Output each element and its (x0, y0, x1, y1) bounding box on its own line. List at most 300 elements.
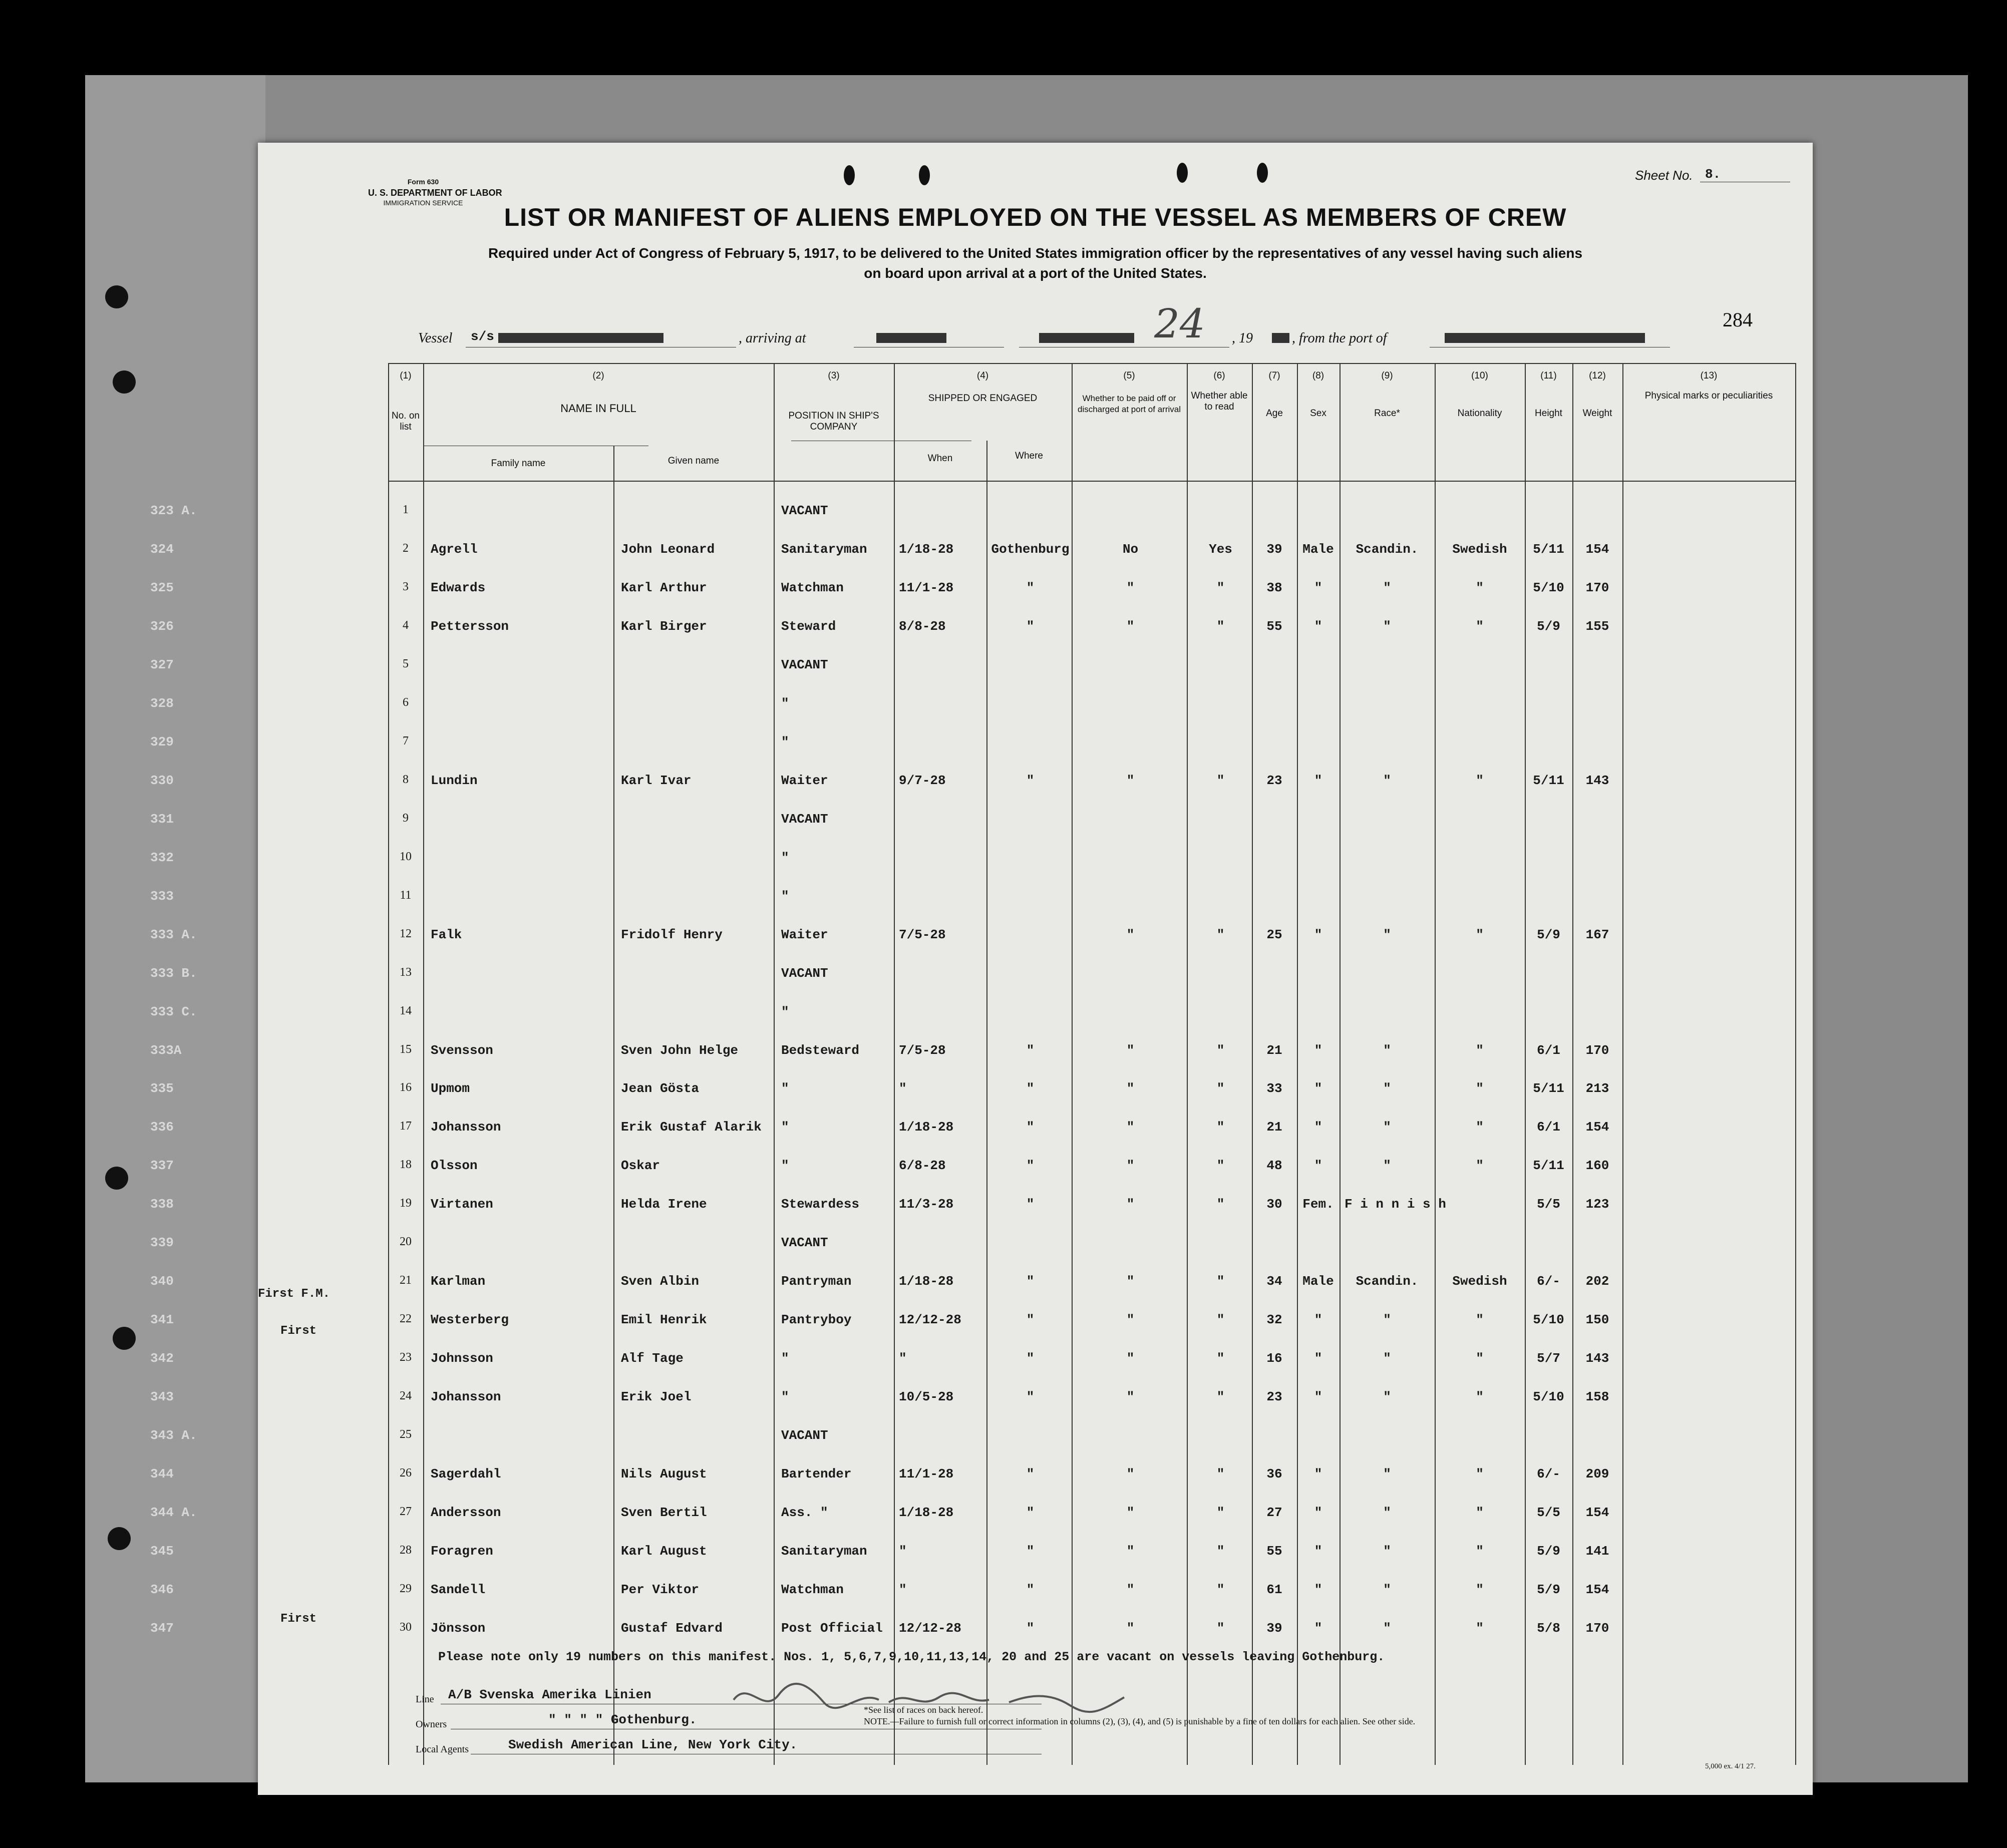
cell-weight: 141 (1585, 1544, 1609, 1559)
race-list-note: *See list of races on back hereof. (864, 1705, 983, 1715)
col3-header: POSITION IN SHIP'S COMPANY (788, 411, 879, 432)
cell-paid: " (1126, 1274, 1135, 1289)
cell-no: 9 (403, 812, 409, 825)
cell-sex: " (1314, 1466, 1322, 1482)
cell-read: " (1216, 1081, 1225, 1096)
cell-position: VACANT (781, 657, 828, 672)
agents-value: Swedish American Line, New York City. (508, 1737, 798, 1752)
cell-weight: 158 (1585, 1389, 1609, 1404)
cell-ref: 333 A. (150, 927, 197, 942)
cell-age: 39 (1266, 542, 1282, 557)
cell-weight: 202 (1585, 1274, 1609, 1289)
cell-position: VACANT (781, 966, 828, 981)
cell-position: Steward (781, 619, 836, 634)
cell-height: 5/9 (1537, 619, 1560, 634)
cell-nat: " (1476, 1621, 1484, 1636)
cell-race: F i n n i s h (1345, 1197, 1446, 1212)
cell-where: " (1026, 1505, 1035, 1520)
cell-nat: " (1476, 619, 1484, 634)
cell-family: Virtanen (431, 1197, 493, 1212)
col5-header: Whether to be paid off or discharged at port of arrival (1078, 394, 1181, 414)
cell-when: 12/12-28 (899, 1312, 961, 1327)
cell-nat: " (1476, 1043, 1484, 1058)
col2-header: NAME IN FULL (560, 402, 636, 415)
cell-ref: 339 (150, 1235, 174, 1250)
cell-race: " (1383, 1389, 1391, 1404)
department-name: U. S. DEPARTMENT OF LABOR (368, 188, 502, 198)
cell-where: " (1026, 1389, 1035, 1404)
cell-sex: " (1314, 619, 1322, 634)
col-border (1795, 363, 1796, 1765)
cell-read: Yes (1209, 542, 1232, 557)
cell-given: Per Viktor (621, 1582, 700, 1597)
cell-given: Erik Gustaf Alarik (621, 1120, 762, 1135)
cell-paid: " (1126, 1505, 1135, 1520)
cell-family: Andersson (431, 1505, 501, 1520)
cell-no: 25 (400, 1428, 412, 1441)
cell-paid: " (1126, 1197, 1135, 1212)
col11-header: Height (1535, 408, 1562, 419)
print-run: 5,000 ex. 4/1 27. (1705, 1762, 1756, 1770)
vessel-label: Vessel (418, 330, 453, 346)
cell-ref: 338 (150, 1197, 174, 1212)
cell-position: VACANT (781, 812, 828, 827)
binder-hole (108, 1527, 131, 1550)
cell-position: Pantryboy (781, 1312, 852, 1327)
cell-weight: 155 (1585, 619, 1609, 634)
col8-header: Sex (1310, 408, 1326, 419)
cell-nat: Swedish (1452, 542, 1507, 557)
cell-ref: 342 (150, 1351, 174, 1366)
cell-ref: 325 (150, 580, 174, 595)
col13-header: Physical marks or peculiarities (1644, 391, 1773, 401)
cell-weight: 143 (1585, 1351, 1609, 1366)
cell-read: " (1216, 580, 1225, 595)
cell-when: 1/18-28 (899, 542, 954, 557)
cell-age: 36 (1266, 1466, 1282, 1482)
cell-family: Jönsson (431, 1621, 486, 1636)
cell-where: " (1026, 1351, 1035, 1366)
cell-ref: 333 C. (150, 1004, 197, 1019)
cell-height: 6/1 (1537, 1043, 1560, 1058)
cell-sex: " (1314, 1621, 1322, 1636)
cell-sex: " (1314, 1544, 1322, 1559)
manifest-sheet (150, 143, 1813, 1795)
cell-ref: 343 A. (150, 1428, 197, 1443)
cell-race: " (1383, 580, 1391, 595)
cell-where: " (1026, 1043, 1035, 1058)
cell-ref: 340 (150, 1274, 174, 1289)
cell-weight: 154 (1585, 542, 1609, 557)
cell-ref: 347 (150, 1621, 174, 1636)
cell-ref: 335 (150, 1081, 174, 1096)
binder-hole (113, 371, 136, 394)
cell-where: " (1026, 1312, 1035, 1327)
cell-height: 6/1 (1537, 1120, 1560, 1135)
cell-race: " (1383, 1505, 1391, 1520)
cell-ref: 343 (150, 1389, 174, 1404)
cell-race: " (1383, 1158, 1391, 1173)
cell-no: 11 (400, 889, 412, 902)
cell-paid: " (1126, 1389, 1135, 1404)
col-border (613, 446, 614, 1765)
cell-paid: " (1126, 1466, 1135, 1482)
arriving-label: , arriving at (739, 330, 806, 346)
cell-when: 12/12-28 (899, 1621, 961, 1636)
cell-height: 5/10 (1533, 580, 1564, 595)
cell-age: 55 (1266, 1544, 1282, 1559)
binder-hole (113, 1327, 136, 1350)
cell-position: VACANT (781, 1428, 828, 1443)
cell-weight: 160 (1585, 1158, 1609, 1173)
cell-read: " (1216, 1351, 1225, 1366)
cell-given: John Leonard (621, 542, 715, 557)
col1-number: (1) (400, 371, 412, 381)
cell-height: 5/11 (1533, 773, 1564, 788)
col6-header: Whether able to read (1191, 391, 1248, 412)
sheet-label: Sheet No. (1635, 168, 1693, 183)
cell-sex: " (1314, 1312, 1322, 1327)
form-title: LIST OR MANIFEST OF ALIENS EMPLOYED ON THE VESSEL AS MEMBERS OF CREW (504, 203, 1567, 231)
cell-weight: 170 (1585, 580, 1609, 595)
cell-read: " (1216, 1389, 1225, 1404)
cell-read: " (1216, 1197, 1225, 1212)
col-border (1187, 363, 1188, 1765)
page-number: 284 (1723, 308, 1753, 331)
cell-no: 3 (403, 580, 409, 593)
col12-number: (12) (1589, 371, 1606, 381)
cell-when: " (899, 1544, 907, 1559)
cell-sex: " (1314, 580, 1322, 595)
cell-no: 21 (400, 1274, 412, 1287)
cell-no: 29 (400, 1582, 412, 1595)
col12-header: Weight (1582, 408, 1612, 419)
cell-position: Pantryman (781, 1274, 852, 1289)
cell-given: Alf Tage (621, 1351, 684, 1366)
cell-read: " (1216, 1621, 1225, 1636)
form-subtitle-1: Required under Act of Congress of February 5, 1917, to be delivered to the United States immigration officer by the representatives of any vessel having such aliens (488, 245, 1583, 261)
cell-ref: 328 (150, 696, 174, 711)
cell-position: Bedsteward (781, 1043, 860, 1058)
cell-paid: " (1126, 1351, 1135, 1366)
col2b-header: Given name (667, 456, 720, 466)
cell-sex: Male (1302, 1274, 1334, 1289)
cell-race: " (1383, 1621, 1391, 1636)
cell-position: Bartender (781, 1466, 852, 1482)
vessel-name-redacted (498, 333, 663, 343)
col-border (1072, 363, 1073, 1765)
col-border (774, 363, 775, 1765)
cell-nat: " (1476, 1544, 1484, 1559)
cell-race: " (1383, 1466, 1391, 1482)
cell-ref: 331 (150, 812, 174, 827)
cell-position: Stewardess (781, 1197, 860, 1212)
col-border (388, 363, 389, 1765)
binder-hole (105, 1167, 128, 1190)
cell-ref: 336 (150, 1120, 174, 1135)
cell-height: 5/10 (1533, 1389, 1564, 1404)
cell-given: Karl Ivar (621, 773, 692, 788)
margin-note-first: First (280, 1612, 317, 1626)
cell-height: 5/11 (1533, 1081, 1564, 1096)
cell-when: 7/5-28 (899, 927, 946, 942)
cell-read: " (1216, 1120, 1225, 1135)
fine-note: NOTE.—Failure to furnish full or correct information in columns (2), (3), (4), and (5) is punishable by a fine of ten dollars for each alien. See other side. (864, 1716, 1416, 1726)
cell-paid: " (1126, 773, 1135, 788)
cell-no: 22 (400, 1312, 412, 1325)
cell-age: 38 (1266, 580, 1282, 595)
cell-position: Post Official (781, 1621, 883, 1636)
cell-race: " (1383, 1544, 1391, 1559)
cell-no: 20 (400, 1235, 412, 1248)
cell-race: " (1383, 619, 1391, 634)
cell-family: Westerberg (431, 1312, 509, 1327)
cell-no: 1 (403, 503, 409, 516)
cell-age: 33 (1266, 1081, 1282, 1096)
cell-weight: 154 (1585, 1505, 1609, 1520)
cell-position: Waiter (781, 773, 828, 788)
cell-nat: " (1476, 927, 1484, 942)
cell-where: " (1026, 1544, 1035, 1559)
col4b-header: Where (1015, 451, 1043, 461)
cell-position: " (781, 734, 789, 750)
table-top-border (388, 363, 1795, 364)
cell-family: Pettersson (431, 619, 509, 634)
arrival-day-handwritten: 24 (1154, 300, 1205, 347)
cell-when: 7/5-28 (899, 1043, 946, 1058)
cell-ref: 341 (150, 1312, 174, 1327)
cell-race: Scandin. (1356, 1274, 1419, 1289)
cell-given: Gustaf Edvard (621, 1621, 723, 1636)
cell-paid: " (1126, 1312, 1135, 1327)
cell-when: 1/18-28 (899, 1120, 954, 1135)
cell-age: 23 (1266, 1389, 1282, 1404)
cell-paid: " (1126, 1158, 1135, 1173)
cell-sex: " (1314, 1351, 1322, 1366)
cell-no: 6 (403, 696, 409, 709)
cell-position: Watchman (781, 580, 844, 595)
cell-where: " (1026, 580, 1035, 595)
cell-no: 14 (400, 1004, 412, 1017)
cell-weight: 209 (1585, 1466, 1609, 1482)
cell-when: 11/3-28 (899, 1197, 954, 1212)
cell-given: Fridolf Henry (621, 927, 723, 942)
col13-number: (13) (1700, 371, 1718, 381)
cell-weight: 167 (1585, 927, 1609, 942)
cell-given: Erik Joel (621, 1389, 692, 1404)
col4a-header: When (927, 453, 953, 464)
cell-position: " (781, 1004, 789, 1019)
agents-label: Local Agents (416, 1744, 469, 1755)
margin-note-first-fm: First F.M. (258, 1287, 330, 1301)
cell-height: 5/9 (1537, 927, 1560, 942)
cell-read: " (1216, 1582, 1225, 1597)
cell-height: 5/9 (1537, 1544, 1560, 1559)
cell-height: 5/9 (1537, 1582, 1560, 1597)
cell-read: " (1216, 927, 1225, 942)
cell-when: 11/1-28 (899, 580, 954, 595)
cell-ref: 324 (150, 542, 174, 557)
cell-nat: " (1476, 1351, 1484, 1366)
cell-ref: 344 (150, 1466, 174, 1482)
cell-age: 48 (1266, 1158, 1282, 1173)
arrival-port-redacted (876, 333, 946, 343)
cell-given: Jean Gösta (621, 1081, 700, 1096)
cell-where: " (1026, 1120, 1035, 1135)
cell-position: " (781, 696, 789, 711)
owners-label: Owners (416, 1719, 447, 1730)
cell-paid: " (1126, 580, 1135, 595)
cell-read: " (1216, 1544, 1225, 1559)
col-border (986, 441, 987, 1765)
cell-no: 28 (400, 1544, 412, 1557)
cell-nat: Swedish (1452, 1274, 1507, 1289)
cell-no: 23 (400, 1351, 412, 1364)
cell-no: 13 (400, 966, 412, 979)
cell-position: " (781, 889, 789, 904)
cell-age: 30 (1266, 1197, 1282, 1212)
cell-no: 17 (400, 1120, 412, 1133)
cell-ref: 323 A. (150, 503, 197, 518)
cell-race: " (1383, 1582, 1391, 1597)
cell-age: 34 (1266, 1274, 1282, 1289)
cell-no: 30 (400, 1621, 412, 1634)
cell-when: 11/1-28 (899, 1466, 954, 1482)
cell-where: Gothenburg (991, 542, 1070, 557)
cell-age: 25 (1266, 927, 1282, 942)
cell-weight: 154 (1585, 1120, 1609, 1135)
cell-no: 2 (403, 542, 409, 555)
margin-note-first: First (280, 1324, 317, 1338)
cell-weight: 170 (1585, 1043, 1609, 1058)
cell-paid: " (1126, 619, 1135, 634)
punch-hole (844, 165, 855, 185)
cell-age: 23 (1266, 773, 1282, 788)
from-port-label: , from the port of (1292, 330, 1387, 346)
cell-height: 5/10 (1533, 1312, 1564, 1327)
cell-when: 1/18-28 (899, 1274, 954, 1289)
cell-ref: 346 (150, 1582, 174, 1597)
punch-hole (1177, 163, 1188, 183)
cell-where: " (1026, 1274, 1035, 1289)
cell-race: " (1383, 1081, 1391, 1096)
col11-number: (11) (1540, 371, 1557, 381)
cell-paid: " (1126, 1120, 1135, 1135)
cell-height: 5/5 (1537, 1505, 1560, 1520)
cell-where: " (1026, 1621, 1035, 1636)
cell-ref: 333 B. (150, 966, 197, 981)
cell-ref: 344 A. (150, 1505, 197, 1520)
cell-paid: " (1126, 1081, 1135, 1096)
cell-family: Svensson (431, 1043, 493, 1058)
cell-weight: 150 (1585, 1312, 1609, 1327)
cell-family: Agrell (431, 542, 478, 557)
cell-no: 18 (400, 1158, 412, 1171)
cell-when: " (899, 1351, 907, 1366)
cell-sex: " (1314, 773, 1322, 788)
cell-paid: " (1126, 1043, 1135, 1058)
cell-position: VACANT (781, 503, 828, 518)
cell-height: 5/11 (1533, 542, 1564, 557)
cell-when: " (899, 1582, 907, 1597)
cell-when: " (899, 1081, 907, 1096)
cell-no: 19 (400, 1197, 412, 1210)
col10-header: Nationality (1457, 408, 1502, 419)
cell-no: 7 (403, 734, 409, 748)
cell-position: Watchman (781, 1582, 844, 1597)
table-header-bottom-border (388, 481, 1795, 482)
cell-read: " (1216, 1274, 1225, 1289)
punch-hole (919, 165, 930, 185)
cell-family: Johnsson (431, 1351, 493, 1366)
col3-number: (3) (828, 371, 840, 381)
cell-when: 9/7-28 (899, 773, 946, 788)
cell-read: " (1216, 1505, 1225, 1520)
cell-position: " (781, 1081, 789, 1096)
cell-family: Karlman (431, 1274, 486, 1289)
cell-given: Oskar (621, 1158, 660, 1173)
cell-given: Sven Albin (621, 1274, 700, 1289)
cell-weight: 213 (1585, 1081, 1609, 1096)
cell-no: 12 (400, 927, 412, 940)
cell-family: Foragren (431, 1544, 493, 1559)
cell-position: " (781, 1351, 789, 1366)
form-number: Form 630 (407, 178, 439, 186)
cell-no: 26 (400, 1466, 412, 1480)
cell-ref: 333 (150, 889, 174, 904)
cell-sex: " (1314, 1120, 1322, 1135)
cell-read: " (1216, 1312, 1225, 1327)
col7-header: Age (1266, 408, 1283, 419)
cell-ref: 329 (150, 734, 174, 750)
col1-header: No. on list (392, 411, 420, 432)
cell-paid: " (1126, 1582, 1135, 1597)
col-border (423, 363, 424, 1765)
cell-position: Ass. " (781, 1505, 828, 1520)
cell-position: Waiter (781, 927, 828, 942)
cell-paid: " (1126, 927, 1135, 942)
cell-given: Helda Irene (621, 1197, 707, 1212)
col9-header: Race* (1374, 408, 1400, 419)
cell-family: Falk (431, 927, 462, 942)
cell-nat: " (1476, 1466, 1484, 1482)
cell-family: Johansson (431, 1120, 501, 1135)
cell-no: 4 (403, 619, 409, 632)
cell-height: 6/- (1537, 1274, 1560, 1289)
arrival-month-redacted (1039, 333, 1134, 343)
cell-no: 10 (400, 850, 412, 863)
cell-age: 27 (1266, 1505, 1282, 1520)
cell-age: 39 (1266, 1621, 1282, 1636)
year-label: , 19 (1232, 330, 1253, 346)
cell-nat: " (1476, 1505, 1484, 1520)
cell-sex: " (1314, 1158, 1322, 1173)
cell-no: 15 (400, 1043, 412, 1056)
col6-number: (6) (1213, 371, 1225, 381)
line-label: Line (416, 1694, 434, 1705)
line-value: A/B Svenska Amerika Linien (448, 1687, 651, 1702)
cell-weight: 154 (1585, 1582, 1609, 1597)
col-border (1622, 363, 1623, 1765)
vessel-prefix: s/s (471, 329, 494, 344)
col2a-header: Family name (491, 458, 546, 469)
cell-nat: " (1476, 580, 1484, 595)
cell-weight: 143 (1585, 773, 1609, 788)
cell-height: 5/5 (1537, 1197, 1560, 1212)
col-border (894, 363, 895, 1765)
cell-no: 27 (400, 1505, 412, 1518)
cell-position: " (781, 1158, 789, 1173)
